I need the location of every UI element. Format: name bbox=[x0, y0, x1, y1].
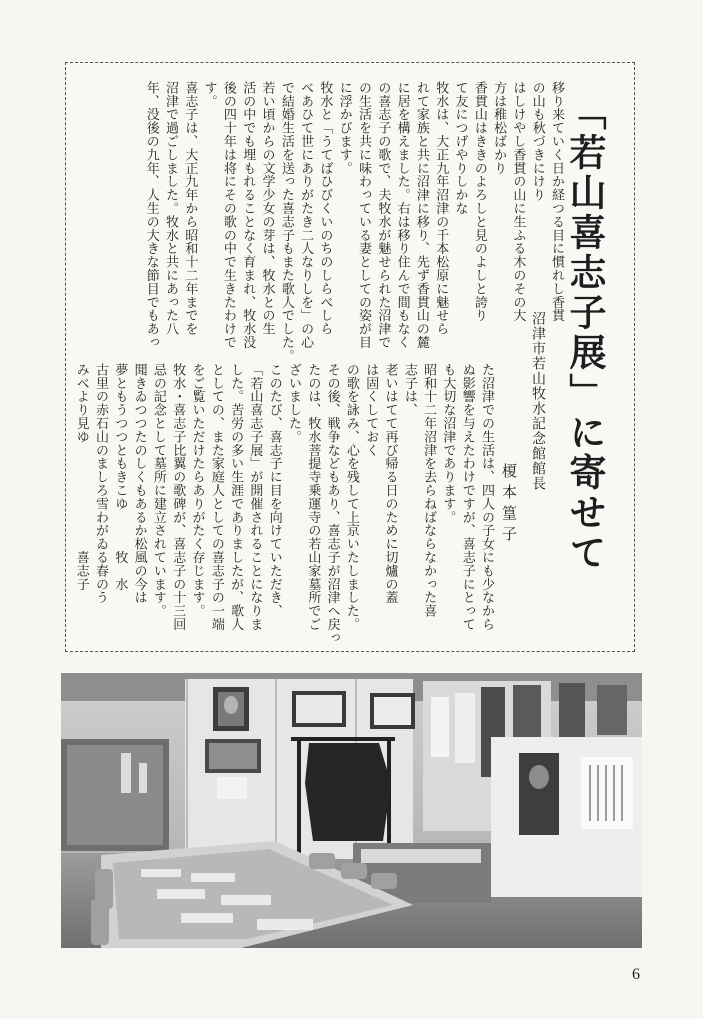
body-line: 後の四十年は将にその歌の中で生きたわけで bbox=[220, 81, 236, 349]
body-line: 志子は、 bbox=[401, 363, 417, 417]
body-line: の歌を詠み、心を残して上京いたしました。 bbox=[343, 363, 359, 631]
body-line: 沼津で過ごしました。牧水と共にあった八 bbox=[163, 81, 178, 336]
body-line: は固くしておく bbox=[363, 363, 379, 457]
body-line: す。 bbox=[201, 81, 217, 108]
body-line: の山も秋づきにけり bbox=[529, 81, 545, 202]
body-line: 牧水と「うてばひびくいのちのしらべしら bbox=[317, 81, 333, 336]
author-affiliation: 沼津市若山牧水記念館館長 bbox=[530, 311, 546, 491]
body-line: れて家族と共に沼津に移り、先ず香貫山の麓 bbox=[413, 81, 429, 349]
body-line: ざいました。 bbox=[286, 363, 301, 444]
body-line: としての、また家庭人としての喜志子の一端 bbox=[208, 363, 224, 631]
body-line: 香貫山はききのよろしと見のよしと誇り bbox=[471, 81, 487, 323]
body-line: このたび、喜志子に目を向けていただき、 bbox=[266, 363, 282, 618]
body-line: 年、没後の九年、人生の大きな節目でもあっ bbox=[143, 81, 159, 349]
body-line: 聞きゐつつたのしくもあるか松風の今は bbox=[131, 363, 147, 605]
body-line: 方は稚松ばかり bbox=[491, 81, 507, 175]
body-line: 「若山喜志子展」が開催されることになりま bbox=[247, 363, 263, 631]
article-frame bbox=[65, 62, 635, 652]
body-line: 移り来ていく日か経つる目に慣れし香貫 bbox=[549, 81, 564, 323]
body-line: 牧水は、大正九年沼津の千本松原に魅せら bbox=[433, 81, 449, 336]
body-line: 夢ともうつつともきこゆ 牧 水 bbox=[112, 363, 128, 591]
body-line: 古里の赤石山のましろ雪わがゐる春のう bbox=[93, 363, 108, 605]
body-line: 活の中でも埋もれることなく育まれ、牧水没 bbox=[240, 81, 256, 349]
body-line: の喜志子の歌で、夫牧水が魅せられた沼津で bbox=[375, 81, 391, 349]
body-line: した。苦労の多い生涯でありましたが、歌人 bbox=[228, 363, 244, 631]
body-line: で結婚生活を送った喜志子もまた歌人でした。 bbox=[278, 81, 294, 363]
body-line: みべより見ゆ 喜志子 bbox=[73, 363, 89, 591]
body-line: 喜志子は、大正九年から昭和十二年までを bbox=[182, 81, 198, 336]
author-name: 榎本篁子 bbox=[500, 463, 518, 547]
body-line: も大切な沼津であります。 bbox=[440, 363, 456, 524]
body-line: べあひて世にありがたき二人なりしを」の心 bbox=[298, 81, 314, 349]
body-line: ぬ影響を与えたわけですが、喜志子にとって bbox=[459, 363, 475, 631]
body-line: 牧水・喜志子比翼の歌碑が、喜志子の十三回 bbox=[170, 363, 186, 631]
body-line: 老いはてて再び帰る日のために切爐の蓋 bbox=[382, 363, 398, 605]
exhibition-photo bbox=[61, 673, 642, 948]
body-line: た沼津での生活は、四人の子女にも少なから bbox=[479, 363, 494, 631]
body-line: 昭和十二年沼津を去らねばならなかった喜 bbox=[421, 363, 437, 618]
page-number: 6 bbox=[632, 966, 640, 983]
body-line: に居を構えました。右は移り住んで間もなく bbox=[394, 81, 410, 349]
body-line: 若い頃からの文学少女の芽は、牧水との生 bbox=[259, 81, 275, 336]
body-line: をご覧いただけたらありがたく存じます。 bbox=[189, 363, 205, 618]
body-line: その後、戦争などもあり、喜志子が沼津へ戻っ bbox=[324, 363, 340, 645]
body-line: たのは、牧水菩提寺乗運寺の若山家墓所でご bbox=[305, 363, 321, 631]
article-title: 「若山喜志子展」に寄せて bbox=[563, 93, 607, 573]
body-line: に浮かびます。 bbox=[336, 81, 352, 175]
body-line: て友につげやりしかな bbox=[452, 81, 468, 215]
body-line: はしけやし香貫の山に生ふる木のその大 bbox=[510, 81, 526, 323]
body-line: 忌の記念として墓所に建立されています。 bbox=[150, 363, 166, 618]
body-line: の生活を共に味わっている妻としての姿が目 bbox=[356, 81, 371, 349]
